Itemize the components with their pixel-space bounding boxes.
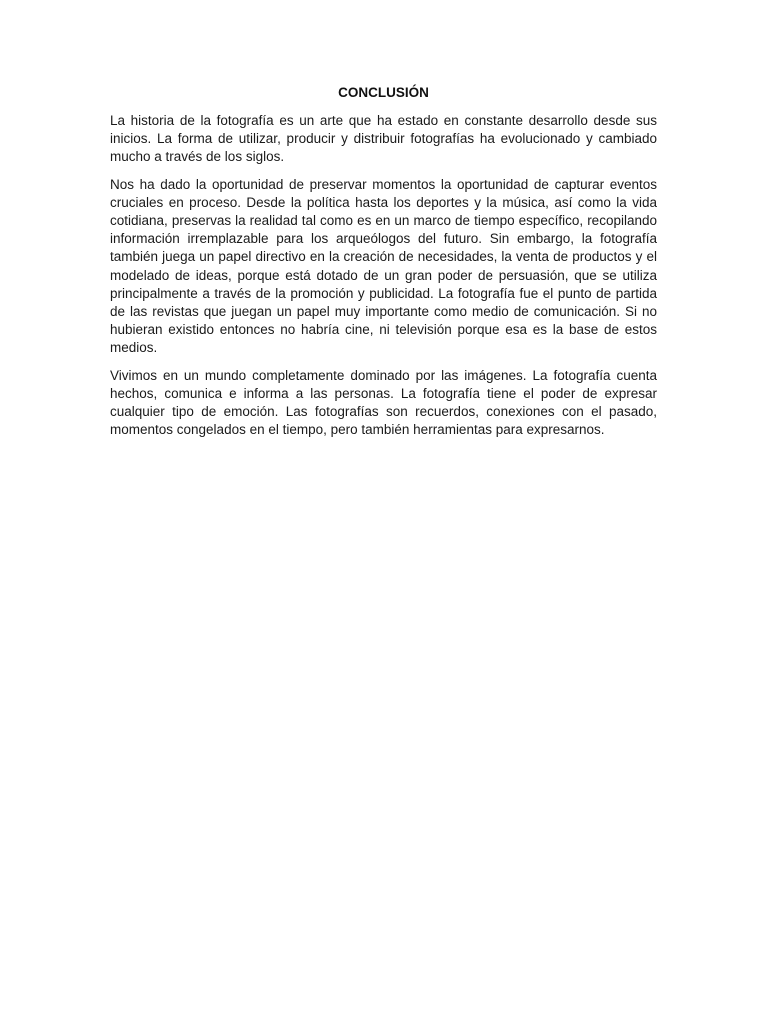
paragraph-1: La historia de la fotografía es un arte que ha estado en constante desarrollo desde sus inicios. La forma de utilizar, producir y distribuir fotografías ha evolucionado y cambiado mucho a través de los siglos.	[110, 113, 657, 165]
paragraph-2: Nos ha dado la oportunidad de preservar momentos la oportunidad de capturar eventos cruciales en proceso. Desde la política hasta los deportes y la música, así como la vida cotidiana, preservas la realidad tal como es en un marco de tiempo específico, recopilando información irremplazable para los arqueólogos del futuro. Sin embargo, la fotografía también juega un papel directivo en la creación de necesidades, la venta de productos y el modelado de ideas, porque está dotado de un gran poder de persuasión, que se utiliza principalmente a través de la promoción y publicidad. La fotografía fue el punto de partida de las revistas que juegan un papel muy importante como medio de comunicación. Si no hubieran existido entonces no habría cine, ni televisión porque esa es la base de estos medios.	[110, 176, 657, 356]
paragraph-3: Vivimos en un mundo completamente dominado por las imágenes. La fotografía cuenta hechos, comunica e informa a las personas. La fotografía tiene el poder de expresar cualquier tipo de emoción. Las fotografías son recuerdos, conexiones con el pasado, momentos congelados en el tiempo, pero también herramientas para expresarnos.	[110, 367, 657, 438]
document-title: CONCLUSIÓN	[338, 85, 429, 100]
document-body	[110, 84, 657, 448]
